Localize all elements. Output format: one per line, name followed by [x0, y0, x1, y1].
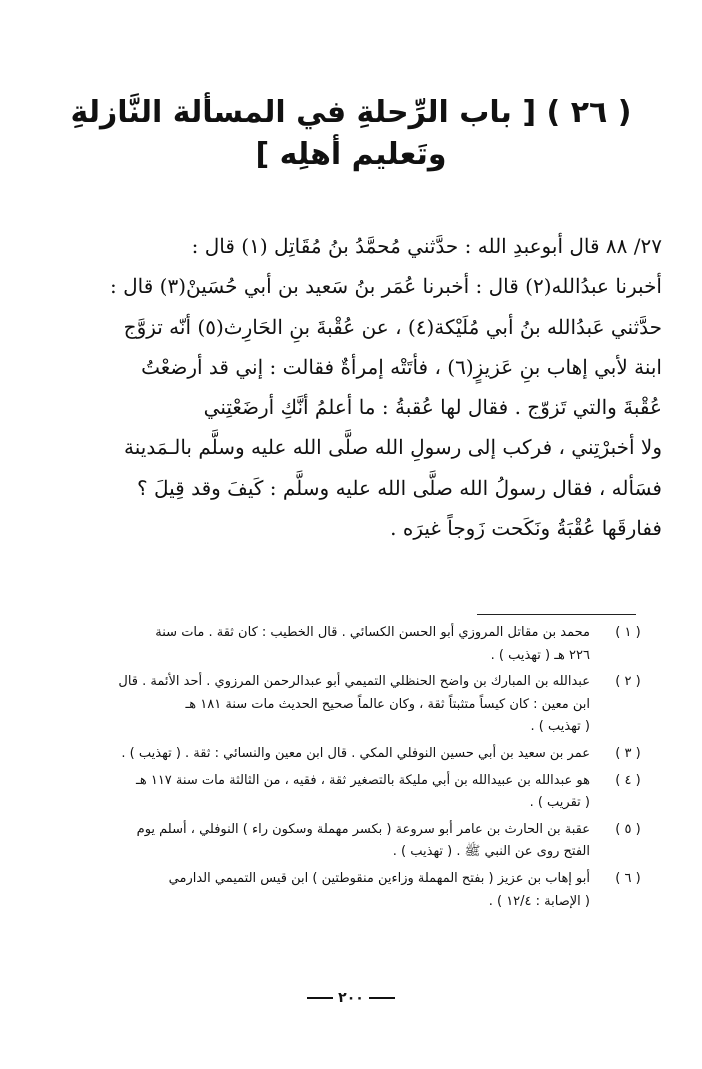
chapter-title-line-1: ( ٢٦ ) [ باب الرِّحلةِ في المسألة النَّازلةِ: [70, 95, 632, 130]
page-number-dash: [307, 997, 333, 999]
footnote-1: [24, 622, 648, 667]
footnote-4: [24, 770, 648, 815]
text-line: أخبرنا عبدُالله(٢) قال : أخبرنا عُمَر بنُ سَعيد بن أبي حُسَينْ(٣) قال :: [110, 274, 662, 299]
footnote-number: ( ٣ ): [615, 745, 641, 761]
text-line: ففارقَها عُقْبَةُ ونَكَحت زَوجاً غيرَه .: [390, 516, 662, 541]
text-line: ابنة لأبي إهاب بنِ عَزيزٍ(٦) ، فأتَتْه إمرأةٌ فقالت : إني قد أرضعْتُ: [141, 354, 662, 379]
footnote-line: ( تهذيب ) .: [530, 719, 590, 735]
footnote-line: ( تقريب ) .: [529, 795, 590, 811]
footnote-line: ( الإصابة : ١٢/٤ ) .: [488, 893, 590, 909]
chapter-title: [60, 92, 642, 176]
text-line: ٢٧/ ٨٨ قال أبوعبدِ الله : حدَّثني مُحمَّدُ بنُ مُقَاتِل (١) قال :: [191, 234, 662, 258]
footnotes: [24, 622, 648, 917]
page-number-dash: [369, 997, 395, 999]
page-number-value: ٢٠٠: [338, 990, 364, 1006]
footnote-divider: [477, 614, 636, 615]
page-number: [301, 990, 401, 1006]
footnote-number: ( ٤ ): [615, 772, 641, 788]
footnote-number: ( ٦ ): [615, 870, 641, 886]
footnote-line: ابن معين : كان كيساً متثبتاً ثقة ، وكان عالماً صحيح الحديث مات سنة ١٨١ هـ: [185, 696, 590, 712]
footnote-2: [24, 671, 648, 739]
footnote-number: ( ٥ ): [615, 821, 641, 837]
text-line: فسَأله ، فقال رسولُ الله صلَّى الله عليه وسلَّم : كَيفَ وقد قِيلَ ؟: [137, 475, 662, 500]
footnote-line: عقبة بن الحارث بن عامر أبو سروعة ( بكسر مهملة وسكون راء ) النوفلي ، أسلم يوم: [136, 821, 590, 837]
footnote-line: محمد بن مقاتل المروزي أبو الحسن الكسائي . قال الخطيب : كان ثقة . مات سنة: [155, 625, 590, 640]
footnote-number: ( ٢ ): [615, 674, 641, 690]
text-line: حدَّثني عَبدُالله بنُ أبي مُلَيْكة(٤) ، عن عُقْبةَ بنِ الحَارِث(٥) أنّه تزوَّج: [123, 314, 662, 339]
hadith-text: [40, 226, 662, 548]
footnote-line: أبو إهاب بن عزيز ( بفتح المهملة وزاءين منقوطتين ) ابن قيس التميمي الدارمي: [168, 870, 590, 886]
footnote-3: [24, 743, 648, 766]
footnote-line: الفتح روى عن النبي ﷺ . ( تهذيب ) .: [392, 844, 590, 860]
text-line: ولا أخبرْتِني ، فركب إلى رسولِ الله صلَّى الله عليه وسلَّم بالـمَدينة: [124, 435, 662, 460]
footnote-line: عمر بن سعيد بن أبي حسين النوفلي المكي . قال ابن معين والنسائي : ثقة . ( تهذيب ) .: [121, 745, 590, 761]
chapter-title-line-2: وتَعليم أهلِه ]: [255, 137, 447, 172]
footnote-line: عبدالله بن المبارك بن واضح الحنظلي التميمي أبو عبدالرحمن المرزوي . أحد الأئمة . قال: [118, 674, 590, 690]
footnote-5: [24, 819, 648, 864]
footnote-line: هو عبدالله بن عبيدالله بن أبي مليكة بالتصغير ثقة ، فقيه ، من الثالثة مات سنة ١١٧ هـ: [136, 772, 590, 788]
footnote-number: ( ١ ): [615, 625, 641, 640]
text-line: عُقْبةَ والتي تَزوّج . فقال لها عُقبةُ : ما أعلمُ أنَّكِ أرضَعْتِني: [203, 395, 662, 420]
footnote-line: ٢٢٦ هـ ( تهذيب ) .: [490, 647, 590, 663]
footnote-6: [24, 868, 648, 913]
